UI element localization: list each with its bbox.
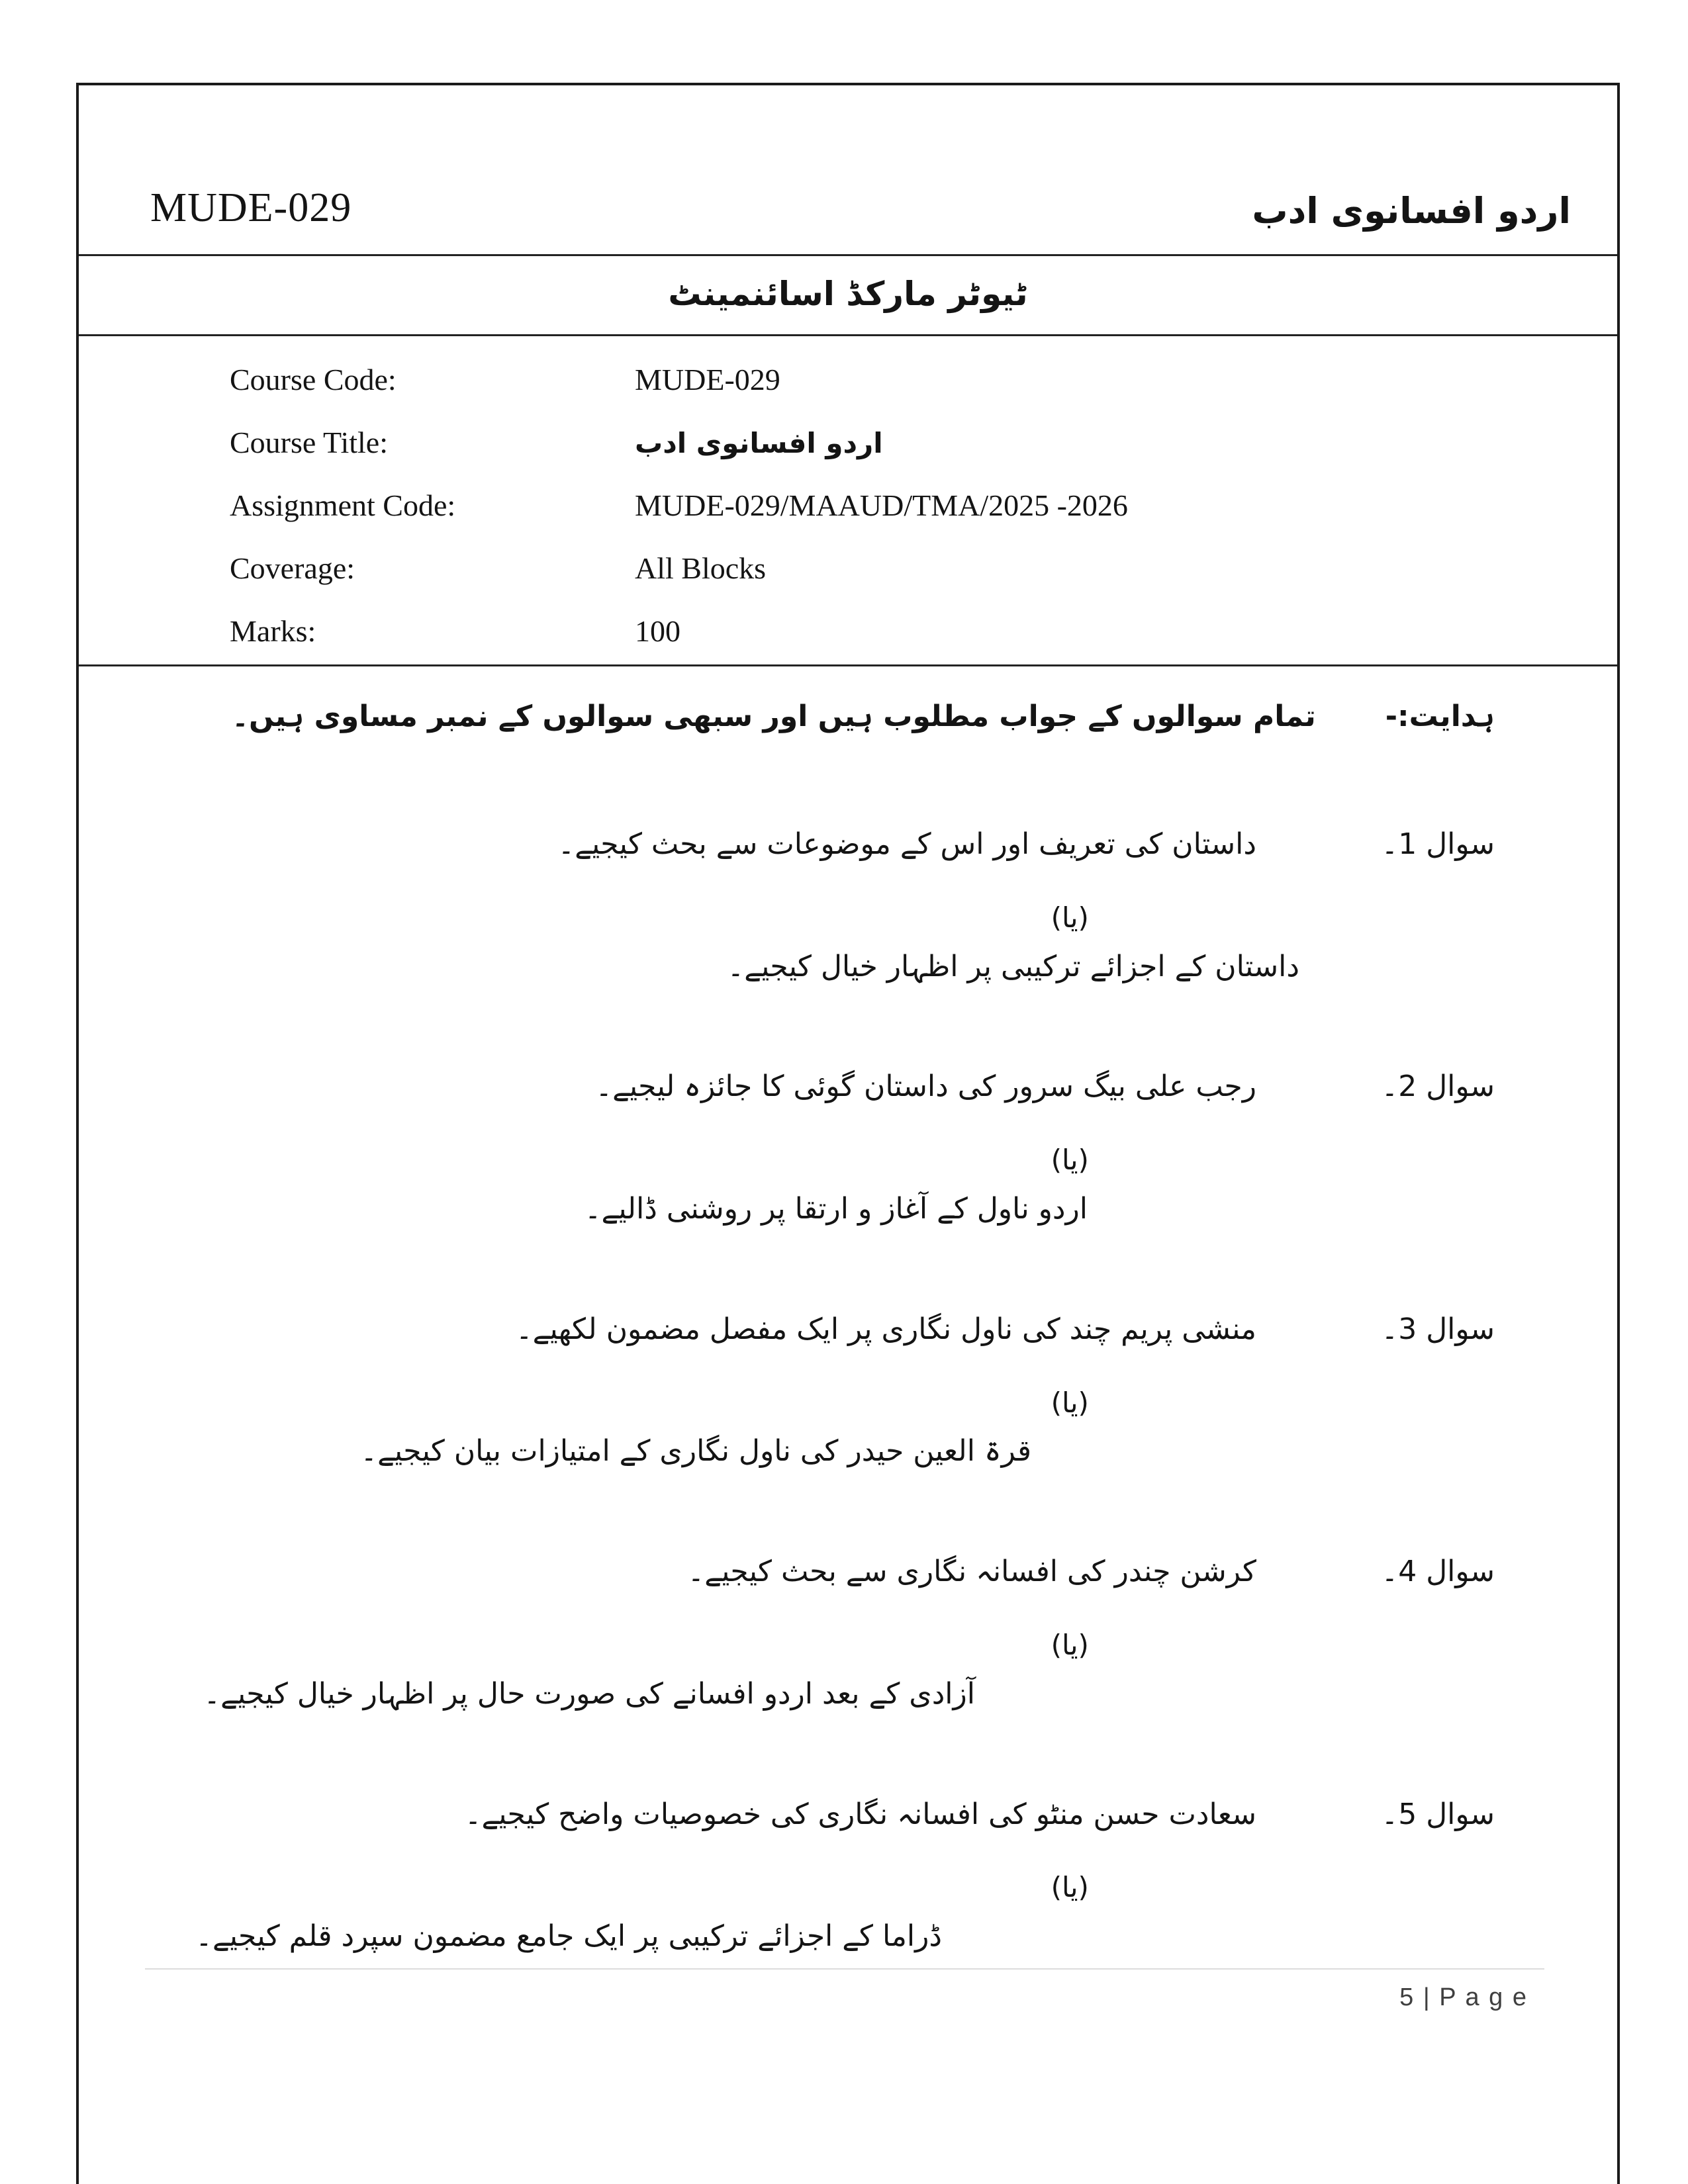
info-label: Assignment Code: <box>230 488 456 522</box>
question-line <box>79 1066 1495 1108</box>
info-label: Marks: <box>230 614 316 648</box>
question-line <box>79 1551 1495 1593</box>
question-number: سوال 1۔ <box>1381 827 1495 862</box>
question-line <box>79 1794 1495 1836</box>
or-separator: (یا) <box>1051 1144 1089 1177</box>
question-text: منشی پریم چند کی ناول نگاری پر ایک مفصل مضمون لکھیے۔ <box>515 1312 1256 1346</box>
info-label: Coverage: <box>230 551 355 585</box>
instructions-row <box>79 666 1617 737</box>
info-value: اردو افسانوی ادب <box>635 426 883 459</box>
info-label: Course Title: <box>230 425 389 459</box>
info-label: Course Code: <box>230 363 397 396</box>
question-alt-text: اردو ناول کے آغاز و ارتقا پر روشنی ڈالیے۔ <box>584 1192 1088 1226</box>
question-alt-text: ڈراما کے اجزائے ترکیبی پر ایک جامع مضمون سپرد قلم کیجیے۔ <box>195 1919 942 1954</box>
page-header <box>79 85 1617 256</box>
info-value: MUDE-029/MAAUD/TMA/2025 -2026 <box>635 488 1128 522</box>
question-text: رجب علی بیگ سرور کی داستان گوئی کا جائزہ لیجیے۔ <box>595 1069 1256 1104</box>
or-separator: (یا) <box>1051 1871 1089 1904</box>
course-info-table <box>79 336 1617 666</box>
question-group-1 <box>79 823 1495 987</box>
question-alt-text: آزادی کے بعد اردو افسانے کی صورت حال پر اظہار خیال کیجیے۔ <box>203 1676 975 1711</box>
question-group-3 <box>79 1308 1495 1473</box>
question-group-4 <box>79 1551 1495 1715</box>
question-group-2 <box>79 1066 1495 1230</box>
question-number: سوال 3۔ <box>1381 1312 1495 1346</box>
info-row-marks <box>230 614 1617 649</box>
page-number: 5 | P a g e <box>1399 1983 1528 2011</box>
question-text: کرشن چندر کی افسانہ نگاری سے بحث کیجیے۔ <box>687 1555 1256 1589</box>
question-text: داستان کی تعریف اور اس کے موضوعات سے بحث کیجیے۔ <box>557 827 1256 862</box>
header-course-code: MUDE-029 <box>150 185 352 230</box>
question-number: سوال 2۔ <box>1381 1069 1495 1104</box>
or-separator: (یا) <box>1051 1386 1089 1419</box>
question-group-5 <box>79 1794 1495 1958</box>
instructions-text: تمام سوالوں کے جواب مطلوب ہیں اور سبھی سوالوں کے نمبر مساوی ہیں۔ <box>232 700 1316 734</box>
questions-list <box>79 737 1617 1958</box>
question-alt-text: قرۃ العین حیدر کی ناول نگاری کے امتیازات بیان کیجیے۔ <box>360 1434 1031 1469</box>
question-line <box>79 1308 1495 1351</box>
info-row-assignment-code <box>230 488 1617 523</box>
question-line <box>79 823 1495 866</box>
info-value: All Blocks <box>635 551 767 585</box>
info-value: 100 <box>635 614 680 648</box>
bordered-sheet <box>76 83 1620 2184</box>
info-row-coverage <box>230 551 1617 586</box>
question-number: سوال 5۔ <box>1381 1797 1495 1831</box>
info-row-course-title <box>230 426 1617 461</box>
footer-divider <box>145 1968 1544 1970</box>
assignment-heading: ٹیوٹر مارکڈ اسائنمینٹ <box>79 256 1617 336</box>
question-number: سوال 4۔ <box>1381 1555 1495 1589</box>
info-row-course-code <box>230 363 1617 398</box>
header-title-urdu: اردو افسانوی ادب <box>1252 190 1571 232</box>
or-separator: (یا) <box>1051 1629 1089 1662</box>
question-alt-text: داستان کے اجزائے ترکیبی پر اظہار خیال کیجیے۔ <box>727 949 1299 983</box>
or-separator: (یا) <box>1051 901 1089 934</box>
info-value: MUDE-029 <box>635 363 780 396</box>
instructions-label: ہدایت:- <box>1385 700 1495 734</box>
question-text: سعادت حسن منٹو کی افسانہ نگاری کی خصوصیات واضح کیجیے۔ <box>464 1797 1256 1831</box>
